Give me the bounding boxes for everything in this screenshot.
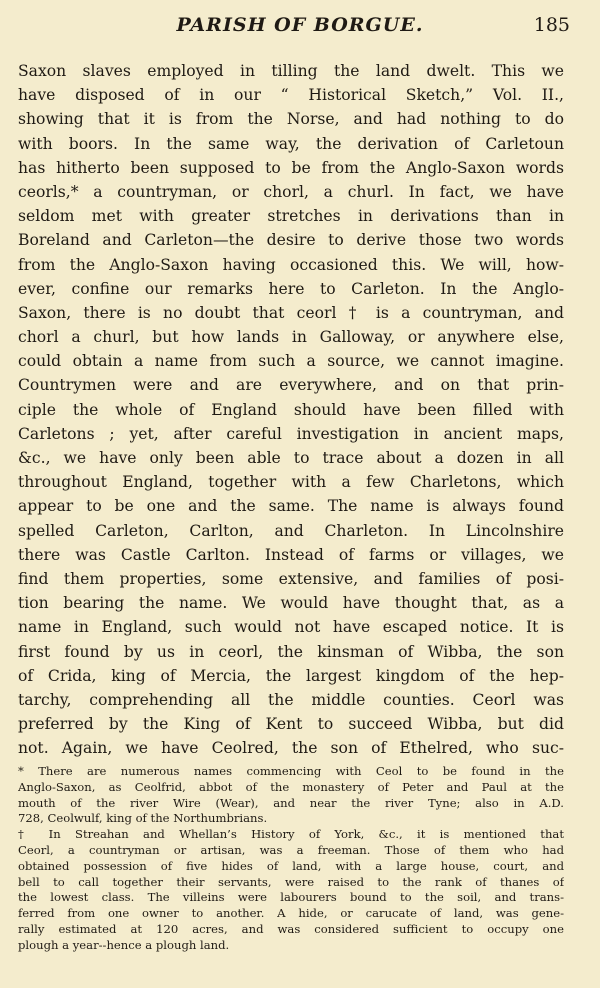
text-line: appear to be one and the same. The name is always found	[18, 497, 564, 516]
text-line: Countrymen were and are everywhere, and on that prin-	[18, 376, 564, 395]
text-line: seldom met with greater stretches in derivations than in	[18, 207, 564, 226]
footnote-line: Anglo-Saxon, as Ceolfrid, abbot of the monastery of Peter and Paul at the	[18, 779, 564, 794]
running-header	[0, 12, 600, 40]
text-line: Carletons ; yet, after careful investigation in ancient maps,	[18, 424, 564, 443]
text-line: Saxon slaves employed in tilling the land dwelt. This we	[18, 62, 564, 80]
text-line: showing that it is from the Norse, and had nothing to do	[18, 110, 564, 129]
text-line: with boors. In the same way, the derivation of Carletoun	[18, 134, 564, 153]
text-line: have disposed of in our “ Historical Sketch,” Vol. II.,	[18, 86, 564, 105]
footnote-line: † In Streahan and Whellan’s History of York, &c., it is mentioned that	[18, 827, 564, 842]
text-line: spelled Carleton, Carlton, and Charleton. In Lincolnshire	[18, 521, 564, 540]
text-line: chorl a churl, but how lands in Galloway, or anywhere else,	[18, 328, 564, 347]
footnote-line: the lowest class. The villeins were labourers bound to the soil, and trans-	[18, 890, 564, 905]
text-line: ceorls,* a countryman, or chorl, a churl. In fact, we have	[18, 182, 564, 201]
footnotes	[18, 764, 564, 954]
footnote-line: * There are numerous names commencing with Ceol to be found in the	[18, 764, 564, 778]
running-title: PARISH OF BORGUE.	[176, 14, 424, 36]
text-line: of Crida, king of Mercia, the largest kingdom of the hep-	[18, 666, 564, 685]
text-line: throughout England, together with a few Charletons, which	[18, 473, 564, 492]
text-line: find them properties, some extensive, and families of posi-	[18, 569, 564, 588]
text-line: name in England, such would not have escaped notice. It is	[18, 618, 564, 637]
text-line: Saxon, there is no doubt that ceorl † is a countryman, and	[18, 303, 564, 322]
page-number: 185	[533, 14, 570, 36]
footnote-line: plough a year--hence a plough land.	[18, 937, 230, 952]
footnote-line: bell to call together their servants, were raised to the rank of thanes of	[18, 874, 564, 889]
footnote-line: 728, Ceolwulf, king of the Northumbrians.	[18, 811, 268, 826]
body-text	[18, 59, 564, 760]
text-line: first found by us in ceorl, the kinsman of Wibba, the son	[18, 642, 564, 661]
text-line: has hitherto been supposed to be from the Anglo-Saxon words	[18, 158, 564, 177]
text-line: not. Again, we have Ceolred, the son of Ethelred, who suc-	[18, 739, 564, 758]
text-line: Boreland and Carleton—the desire to derive those two words	[18, 231, 564, 250]
footnote-line: rally estimated at 120 acres, and was considered sufficient to occupy one	[18, 921, 564, 936]
text-line: preferred by the King of Kent to succeed Wibba, but did	[18, 715, 564, 734]
text-line: from the Anglo-Saxon having occasioned this. We will, how-	[18, 255, 564, 274]
footnote-line: Ceorl, a countryman or artisan, was a freeman. Those of them who had	[18, 842, 564, 857]
text-line: could obtain a name from such a source, we cannot imagine.	[18, 352, 564, 371]
footnote-line: mouth of the river Wire (Wear), and near the river Tyne; also in A.D.	[18, 795, 564, 810]
text-line: tarchy, comprehending all the middle counties. Ceorl was	[18, 690, 564, 709]
text-line: there was Castle Carlton. Instead of farms or villages, we	[18, 545, 564, 564]
footnote-line: ferred from one owner to another. A hide, or carucate of land, was gene-	[18, 906, 564, 921]
text-line: tion bearing the name. We would have thought that, as a	[18, 594, 564, 613]
text-line: &c., we have only been able to trace about a dozen in all	[18, 449, 564, 467]
text-line: ever, confine our remarks here to Carleton. In the Anglo-	[18, 279, 564, 298]
text-line: ciple the whole of England should have been filled with	[18, 400, 564, 419]
footnote-line: obtained possession of five hides of land, with a large house, court, and	[18, 858, 564, 873]
